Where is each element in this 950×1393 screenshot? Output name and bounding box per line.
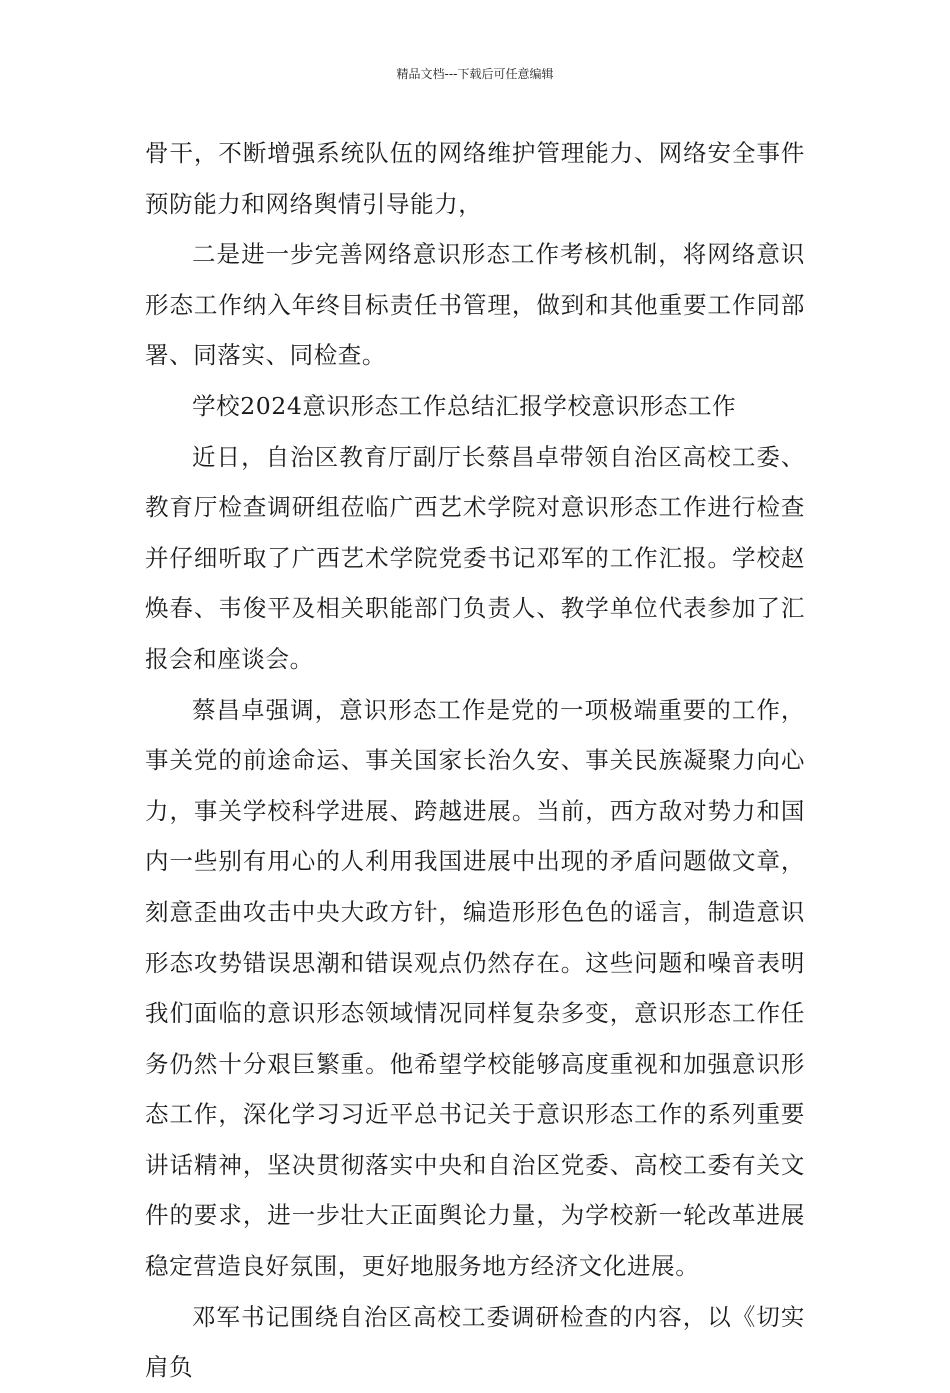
page-header: 精品文档---下载后可任意编辑 bbox=[396, 67, 554, 81]
paragraph-inspection-visit: 近日，自治区教育厅副厅长蔡昌卓带领自治区高校工委、教育厅检查调研组莅临广西艺术学院对意识形态工作进行检查并仔细听取了广西艺术学院党委书记邓军的工作汇报。学校赵焕春、韦俊平及相关职能部门负责人、教学单位代表参加了汇报会和座谈会。 bbox=[145, 442, 805, 673]
document-body bbox=[145, 128, 805, 1393]
paragraph-deng-report: 邓军书记围绕自治区高校工委调研检查的内容，以《切实肩负 bbox=[145, 1302, 805, 1382]
section-title: 学校2024意识形态工作总结汇报学校意识形态工作 bbox=[192, 391, 737, 420]
paragraph-cai-remarks: 蔡昌卓强调，意识形态工作是党的一项极端重要的工作，事关党的前途命运、事关国家长治久安、事关民族凝聚力向心力，事关学校科学进展、跨越进展。当前，西方敌对势力和国内一些别有用心的人利用我国进展中出现的矛盾问题做文章，刻意歪曲攻击中央大政方针，编造形形色色的谣言，制造意识形态攻势错误思潮和错误观点仍然存在。这些问题和噪音表明我们面临的意识形态领域情况同样复杂多变，意识形态工作任务仍然十分艰巨繁重。他希望学校能够高度重视和加强意识形态工作，深化学习习近平总书记关于意识形态工作的系列重要讲话精神，坚决贯彻落实中央和自治区党委、高校工委有关文件的要求，进一步壮大正面舆论力量，为学校新一轮改革进展稳定营造良好氛围，更好地服务地方经济文化进展。 bbox=[145, 695, 805, 1281]
paragraph-assessment-mechanism: 二是进一步完善网络意识形态工作考核机制，将网络意识形态工作纳入年终目标责任书管理，做到和其他重要工作同部署、同落实、同检查。 bbox=[145, 240, 805, 370]
paragraph-continuation: 骨干，不断增强系统队伍的网络维护管理能力、网络安全事件预防能力和网络舆情引导能力， bbox=[145, 139, 805, 218]
